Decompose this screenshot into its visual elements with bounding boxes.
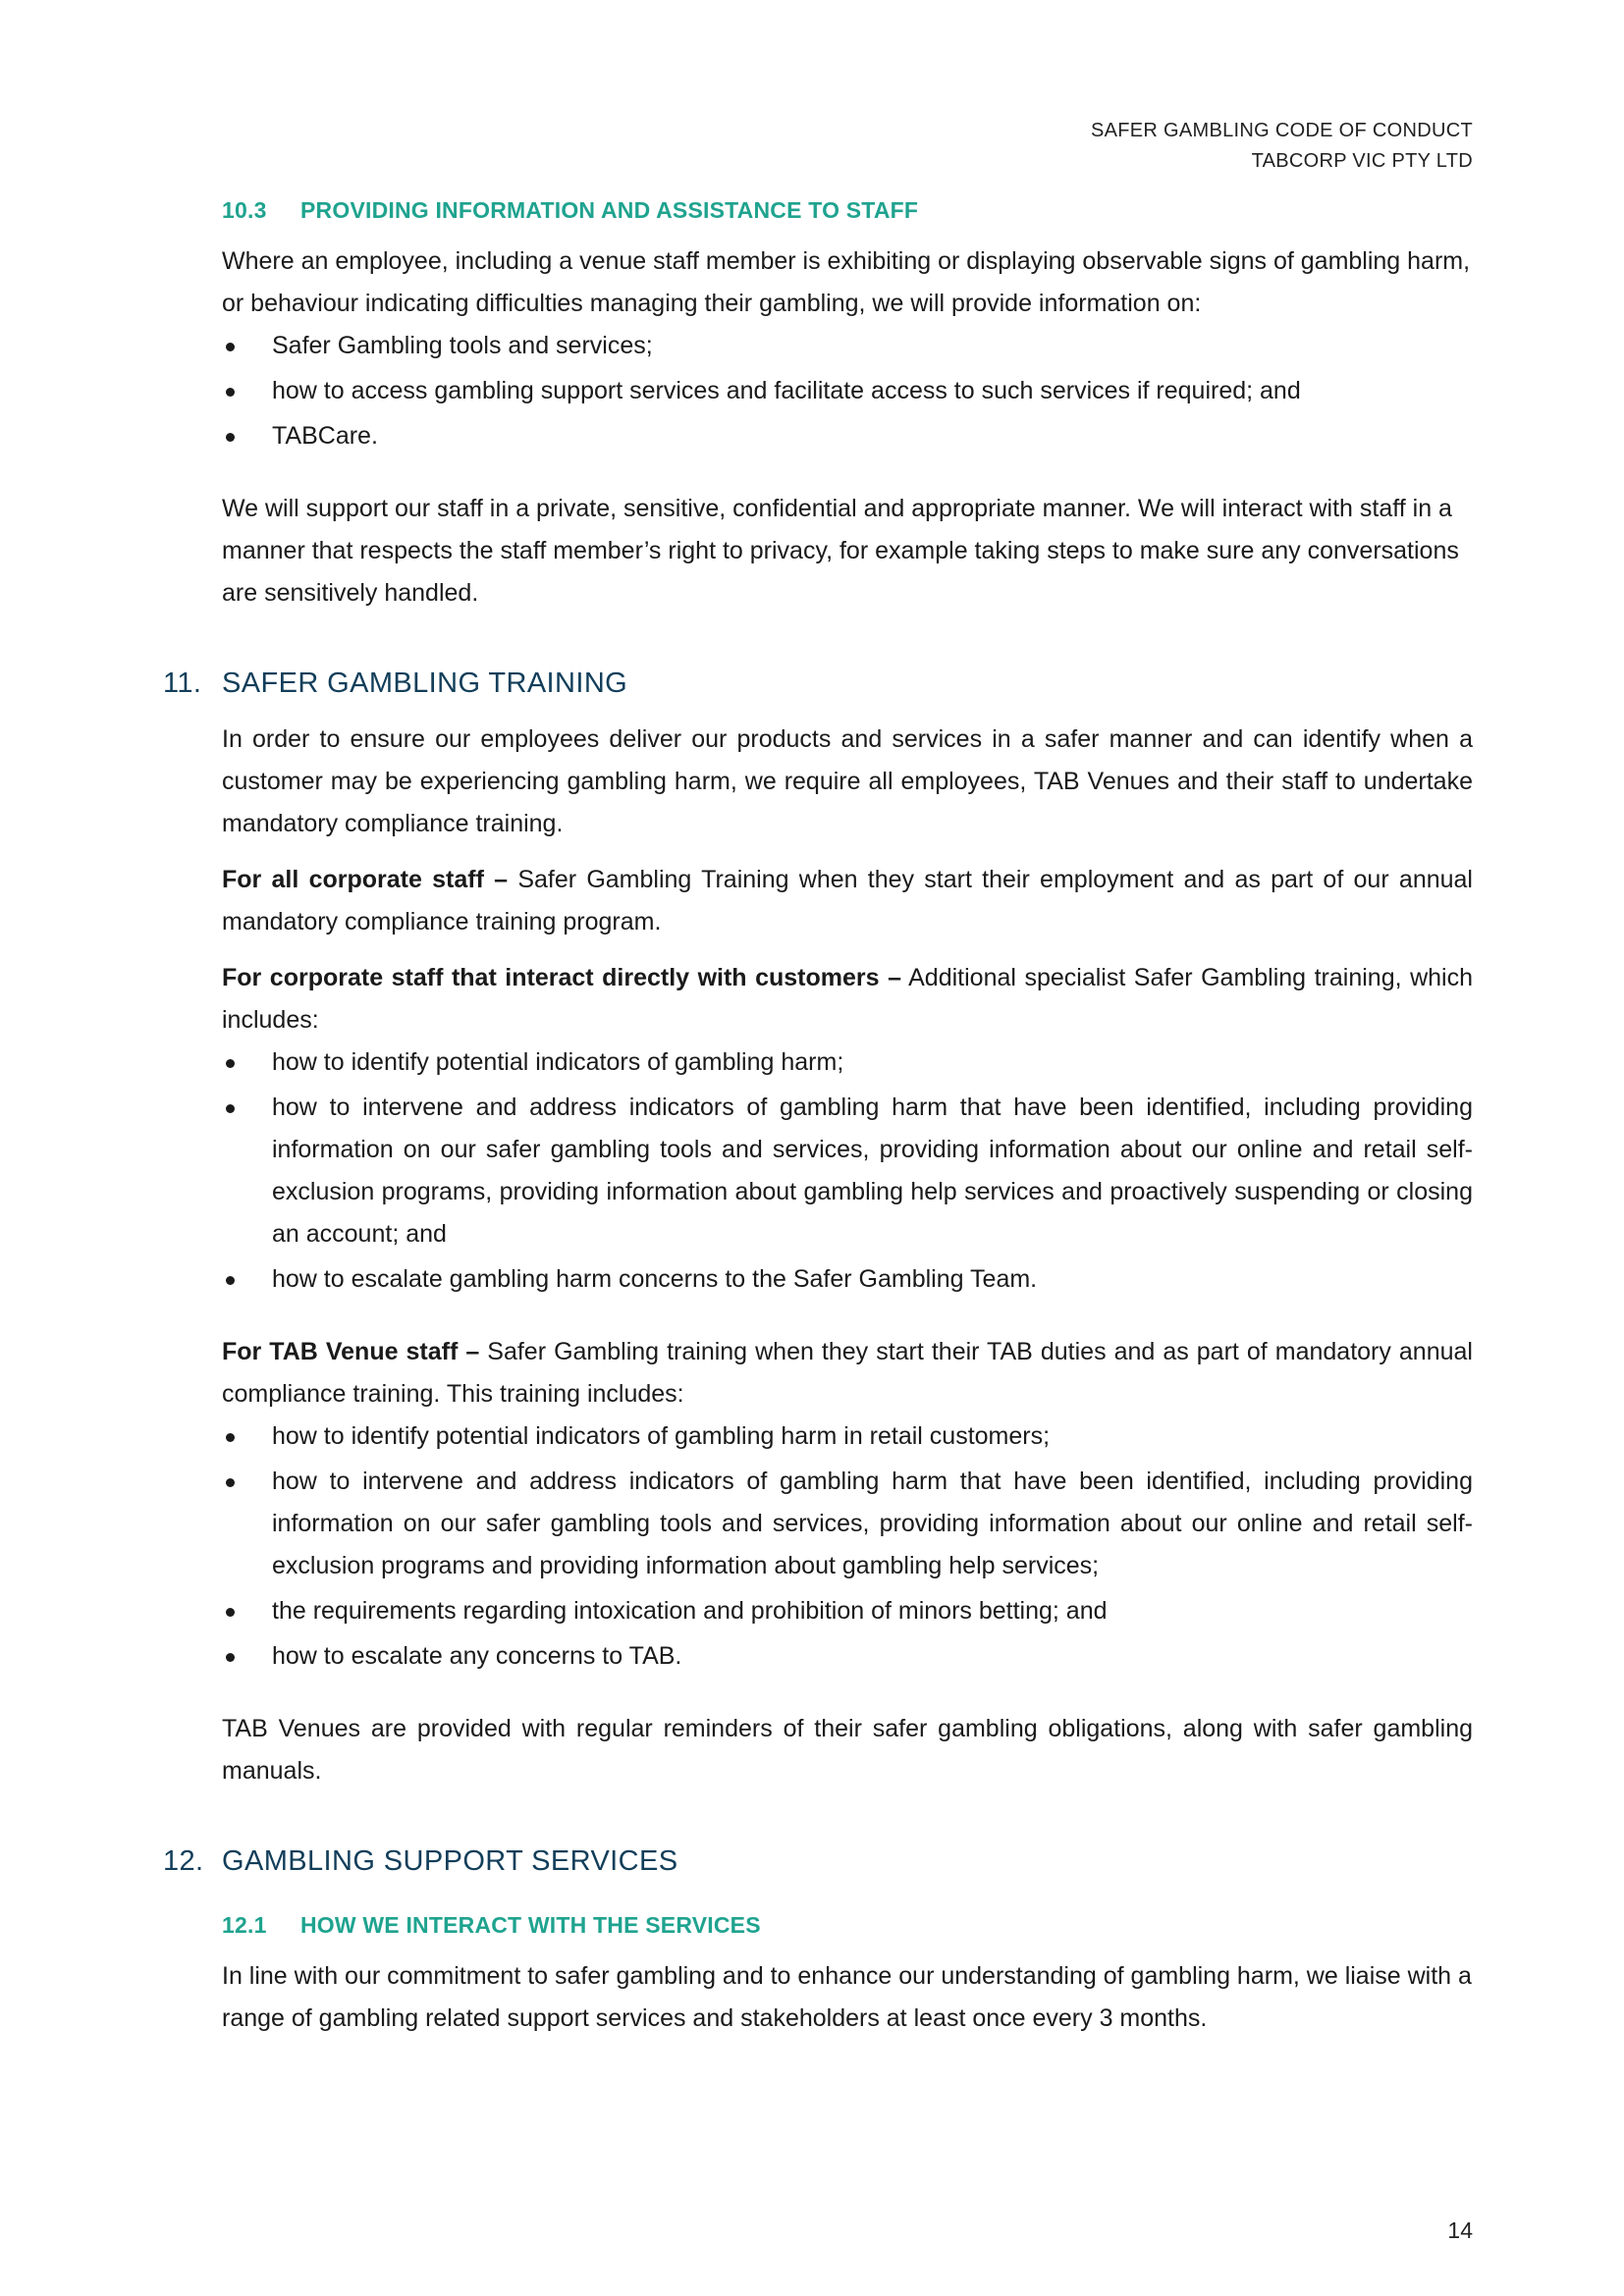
direct-staff-lead: For corporate staff that interact directly with customers – [222,964,901,991]
bullet-icon [226,1059,235,1068]
section-title: GAMBLING SUPPORT SERVICES [222,1845,678,1877]
venue-staff-lead: For TAB Venue staff – [222,1338,480,1365]
bullet-icon [226,1104,235,1113]
list-item: how to escalate any concerns to TAB. [222,1635,1473,1678]
list-item: how to intervene and address indicators of gambling harm that have been identified, including providing information on our safer gambling tools and services, providing information about our online and retail self-exclusion programs and providing information about gambling help services; [222,1461,1473,1587]
bullet-icon [226,1653,235,1662]
section-10-3-list [222,325,1473,457]
list-item: how to access gambling support services and facilitate access to such services if required; and [222,370,1473,412]
bullet-icon [226,1276,235,1285]
venue-staff-paragraph: For TAB Venue staff – Safer Gambling training when they start their TAB duties and as part of mandatory annual compliance training. This training includes: [222,1338,1473,1408]
section-12-1-heading [222,1910,1473,1940]
bullet-icon [226,1478,235,1487]
page-header [1091,116,1473,177]
list-item: the requirements regarding intoxication and prohibition of minors betting; and [222,1590,1473,1632]
section-10-3-intro: Where an employee, including a venue staff member is exhibiting or displaying observable signs of gambling harm, or behaviour indicating difficulties managing their gambling, we will provide information on: [222,247,1471,317]
section-number: 12.1 [222,1912,267,1938]
bullet-icon [226,433,235,442]
section-number: 10.3 [222,197,267,223]
direct-staff-list [222,1041,1473,1301]
header-company: TABCORP VIC PTY LTD [1251,150,1473,172]
section-12-heading [163,1843,1473,1879]
page-content [163,195,1473,2040]
section-title: HOW WE INTERACT WITH THE SERVICES [300,1912,761,1938]
section-title: PROVIDING INFORMATION AND ASSISTANCE TO STAFF [300,197,919,223]
bullet-icon [226,1433,235,1442]
venue-reminders-paragraph: TAB Venues are provided with regular reminders of their safer gambling obligations, along with safer gambling manuals. [222,1715,1473,1785]
section-number: 12. [163,1845,204,1877]
direct-staff-paragraph: For corporate staff that interact directly with customers – Additional specialist Safer Gambling training, which includes: [222,964,1473,1034]
header-title: SAFER GAMBLING CODE OF CONDUCT [1090,120,1473,141]
bullet-icon [226,388,235,397]
list-item: how to escalate gambling harm concerns to the Safer Gambling Team. [222,1258,1473,1301]
section-11-heading [163,666,1473,701]
section-number: 11. [163,667,202,699]
list-item: how to identify potential indicators of gambling harm in retail customers; [222,1415,1473,1458]
corporate-staff-lead: For all corporate staff – [222,866,509,893]
list-item: TABCare. [222,415,1473,457]
section-12-1-text: In line with our commitment to safer gambling and to enhance our understanding of gambling harm, we liaise with a range of gambling related support services and stakeholders at least once every 3 months. [222,1962,1472,2032]
section-11-intro: In order to ensure our employees deliver our products and services in a safer manner and can identify when a customer may be experiencing gambling harm, we require all employees, TAB Venues and their staff to undertake mandatory compliance training. [222,725,1473,837]
section-10-3-support: We will support our staff in a private, sensitive, confidential and appropriate manner. We will interact with staff in a manner that respects the staff member’s right to privacy, for example taking steps to make sure any conversations are sensitively handled. [222,495,1459,607]
section-10-3-heading [222,195,1473,225]
list-item: how to intervene and address indicators of gambling harm that have been identified, including providing information on our safer gambling tools and services, providing information about our online and retail self-exclusion programs, providing information about gambling help services and proactively suspending or closing an account; and [222,1087,1473,1255]
venue-staff-list [222,1415,1473,1678]
corporate-staff-paragraph: For all corporate staff – Safer Gambling Training when they start their employment and as part of our annual mandatory compliance training program. [222,866,1473,935]
bullet-icon [226,343,235,351]
list-item: Safer Gambling tools and services; [222,325,1473,367]
page-number: 14 [1447,2217,1473,2243]
bullet-icon [226,1608,235,1617]
section-title: SAFER GAMBLING TRAINING [222,667,628,699]
list-item: how to identify potential indicators of gambling harm; [222,1041,1473,1084]
